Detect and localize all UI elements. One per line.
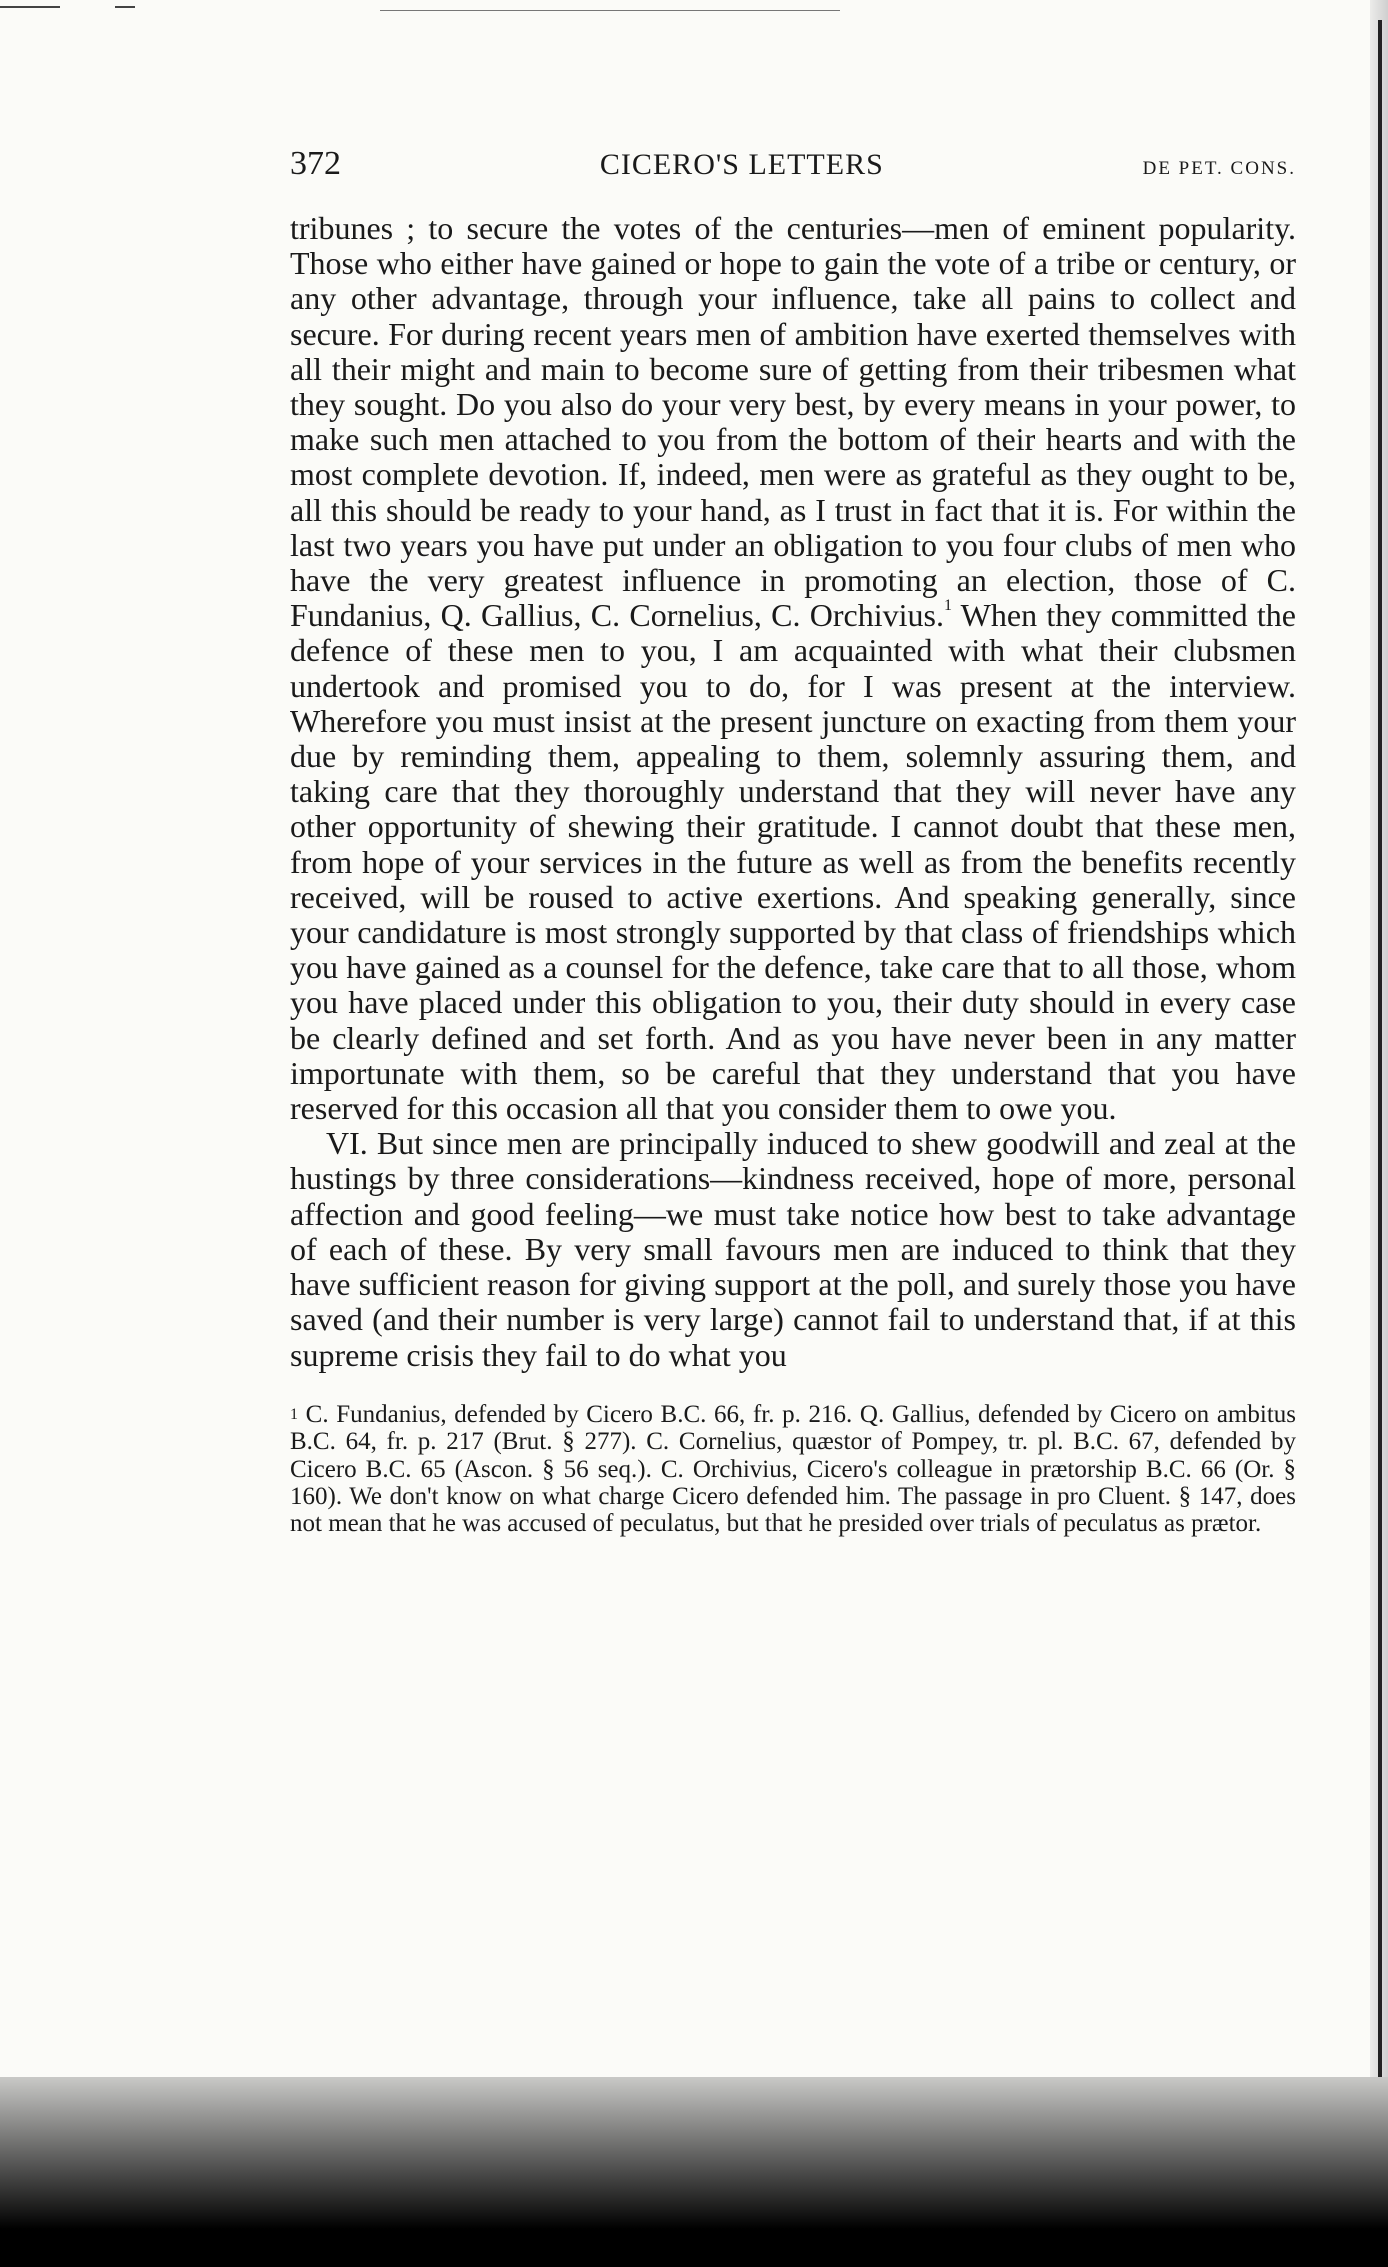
body-text bbox=[290, 211, 1296, 1373]
page-edge-rule bbox=[1378, 20, 1382, 2120]
scan-artifact-top-left bbox=[0, 6, 60, 8]
scan-bottom-shadow bbox=[0, 2077, 1388, 2267]
paragraph-text: tribunes ; to secure the votes of the centuries—men of eminent popularity. Those who either have gained or hope to gain the vote of a tribe or century, or any other advantage, through your influence, take all pains to collect and secure. For during recent years men of ambition have exerted themselves with all their might and main to become sure of getting from their tribesmen what they sought. Do you also do your very best, by every means in your power, to make such men attached to you from the bottom of their hearts and with the most complete devotion. If, indeed, men were as grateful as they ought to be, all this should be ready to your hand, as I trust in fact that it is. For within the last two years you have put under an obligation to you four clubs of men who have the very greatest influence in promoting an election, those of C. Fundanius, Q. Gallius, C. Cornelius, C. Orchivius. bbox=[290, 210, 1296, 634]
footnote-reference: 1 bbox=[943, 597, 952, 615]
section-tag: DE PET. CONS. bbox=[1142, 158, 1296, 179]
scan-artifact-top-left-2 bbox=[115, 6, 135, 8]
paragraph-text: VI. But since men are principally induced to shew goodwill and zeal at the hustings by three considerations—kindness received, hope of more, personal affection and good feeling—we must take notice how best to take advantage of each of these. By very small favours men are induced to think that they have sufficient reason for giving support at the poll, and surely those you have saved (and their number is very large) cannot fail to understand that, if at this supreme crisis they fail to do what you bbox=[290, 1125, 1296, 1373]
footnote-mark: 1 bbox=[290, 1405, 298, 1423]
paragraph bbox=[290, 211, 1296, 1126]
running-title: CICERO'S LETTERS bbox=[599, 148, 884, 181]
footnote-text: C. Fundanius, defended by Cicero B.C. 66, fr. p. 216. Q. Gallius, defended by Cicero on ambitus B.C. 64, fr. p. 217 (Brut. § 277). C. Cornelius, quæstor of Pompey, tr. pl. B.C. 67, defended by Cicero B.C. 65 (Ascon. § 56 seq.). C. Orchivius, Cicero's colleague in prætorship B.C. 66 (Or. § 160). We don't know on what charge Cicero defended him. The passage in pro Cluent. § 147, does not mean that he was accused of peculatus, but that he presided over trials of peculatus as prætor. bbox=[290, 1400, 1296, 1538]
page-number: 372 bbox=[290, 145, 341, 182]
page-header bbox=[290, 145, 1296, 183]
paragraph bbox=[290, 1126, 1296, 1372]
scan-artifact-top-rule bbox=[380, 10, 840, 11]
book-page bbox=[290, 145, 1296, 1538]
footnotes bbox=[290, 1401, 1296, 1538]
paragraph-text: When they committed the defence of these men to you, I am acquainted with what their clubsmen undertook and promised you to do, for I was present at the interview. Wherefore you must insist at the present juncture on exacting from them your due by reminding them, appealing to them, solemnly assuring them, and taking care that they thoroughly understand that they will never have any other opportunity of shewing their gratitude. I cannot doubt that these men, from hope of your services in the future as well as from the benefits recently received, will be roused to active exertions. And speaking generally, since your candidature is most strongly supported by that class of friendships which you have gained as a counsel for the defence, take care that to all those, whom you have placed under this obligation to you, their duty should in every case be clearly defined and set forth. And as you have never been in any matter importunate with them, so be careful that they understand that you have reserved for this occasion all that you consider them to owe you. bbox=[290, 597, 1297, 1127]
